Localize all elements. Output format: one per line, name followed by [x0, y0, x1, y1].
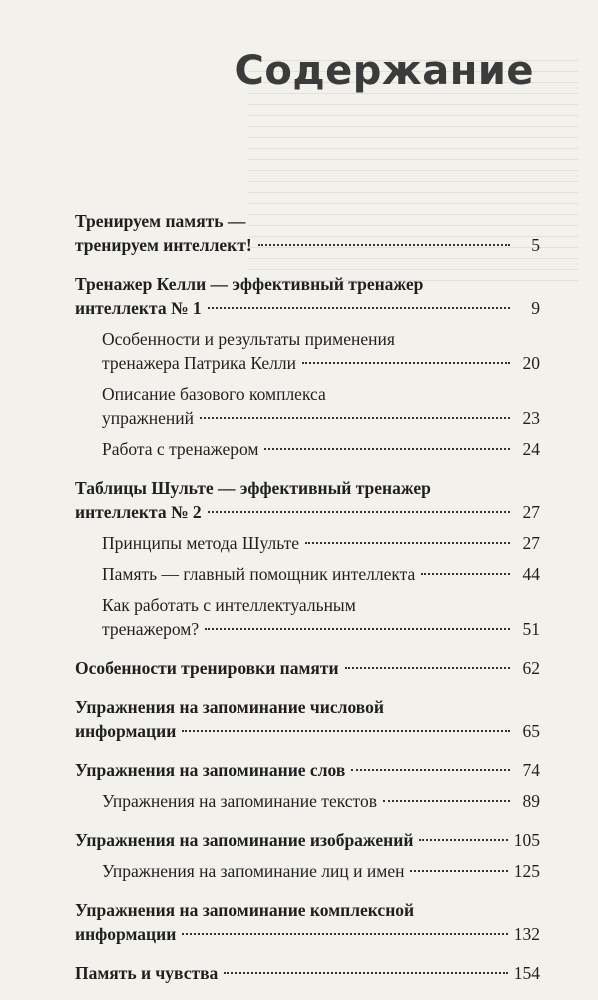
toc-page-number: 24 [522, 439, 540, 459]
toc-line [75, 719, 540, 743]
toc-section[interactable] [75, 789, 540, 813]
dot-leader [421, 573, 510, 575]
toc-entry-title: Память — главный помощник интеллекта [102, 564, 416, 584]
toc-entry-title: упражнений [102, 408, 194, 428]
toc-line [102, 531, 540, 555]
toc-page-number: 23 [522, 408, 540, 428]
toc-entry-title: Работа с тренажером [102, 439, 259, 459]
dot-leader [208, 307, 510, 309]
toc-entry-title: Особенности и результаты применения [102, 329, 395, 349]
toc-entry-title: Упражнения на запоминание числовой [75, 697, 384, 717]
toc-entry-title: Память и чувства [75, 963, 219, 983]
dot-leader [305, 542, 510, 544]
toc-page-number: 27 [522, 533, 540, 553]
toc-section[interactable] [75, 327, 540, 375]
toc-line [102, 327, 540, 351]
toc-page-number: 9 [531, 298, 540, 318]
dot-leader [410, 870, 507, 872]
page-title: Содержание [234, 48, 534, 94]
toc-chapter[interactable] [75, 898, 540, 946]
toc-line [102, 859, 540, 883]
dot-leader [383, 800, 510, 802]
toc-page-number: 105 [513, 830, 540, 850]
toc-line [75, 233, 540, 257]
dot-leader [302, 362, 510, 364]
toc-page-number: 62 [522, 658, 540, 678]
toc-line [102, 351, 540, 375]
toc-entry-title: Тренажер Келли — эффективный тренажер [75, 274, 424, 294]
toc-line [75, 296, 540, 320]
toc-line [102, 617, 540, 641]
toc-page-number: 51 [522, 619, 540, 639]
table-of-contents [75, 209, 540, 985]
dot-leader [182, 730, 510, 732]
toc-entry-title: Таблицы Шульте — эффективный тренажер [75, 478, 431, 498]
toc-chapter[interactable] [75, 961, 540, 985]
toc-line [75, 898, 540, 922]
toc-chapter[interactable] [75, 758, 540, 782]
toc-entry-title: Упражнения на запоминание изображений [75, 830, 414, 850]
toc-section[interactable] [75, 382, 540, 430]
toc-section[interactable] [75, 593, 540, 641]
toc-entry-title: Как работать с интеллектуальным [102, 595, 356, 615]
toc-entry-title: Упражнения на запоминание комплексной [75, 900, 415, 920]
toc-entry-title: Упражнения на запоминание текстов [102, 791, 377, 811]
toc-line [75, 500, 540, 524]
toc-page-number: 5 [531, 235, 540, 255]
toc-section[interactable] [75, 437, 540, 461]
dot-leader [200, 417, 510, 419]
toc-chapter[interactable] [75, 272, 540, 320]
toc-page-number: 44 [522, 564, 540, 584]
toc-chapter[interactable] [75, 476, 540, 524]
toc-line [75, 828, 540, 852]
toc-entry-title: Упражнения на запоминание слов [75, 760, 346, 780]
toc-line [75, 272, 540, 296]
toc-entry-title: тренируем интеллект! [75, 235, 252, 255]
toc-chapter[interactable] [75, 209, 540, 257]
toc-entry-title: информации [75, 924, 177, 944]
toc-entry-title: интеллекта № 2 [75, 502, 202, 522]
toc-page-number: 27 [522, 502, 540, 522]
toc-page-number: 65 [522, 721, 540, 741]
toc-entry-title: интеллекта № 1 [75, 298, 202, 318]
toc-entry-title: Упражнения на запоминание лиц и имен [102, 861, 405, 881]
dot-leader [182, 933, 507, 935]
toc-entry-title: Тренируем память — [75, 211, 246, 231]
toc-line [102, 406, 540, 430]
toc-line [75, 961, 540, 985]
toc-line [102, 593, 540, 617]
toc-line [102, 789, 540, 813]
toc-section[interactable] [75, 859, 540, 883]
toc-section[interactable] [75, 562, 540, 586]
toc-entry-title: Принципы метода Шульте [102, 533, 299, 553]
toc-page-number: 89 [522, 791, 540, 811]
toc-line [102, 437, 540, 461]
dot-leader [351, 769, 510, 771]
toc-line [75, 476, 540, 500]
toc-chapter[interactable] [75, 656, 540, 680]
dot-leader [208, 511, 510, 513]
toc-line [102, 562, 540, 586]
toc-chapter[interactable] [75, 695, 540, 743]
toc-page-number: 132 [513, 924, 540, 944]
toc-line [102, 382, 540, 406]
toc-entry-title: информации [75, 721, 177, 741]
toc-page-number: 125 [513, 861, 540, 881]
dot-leader [419, 839, 507, 841]
toc-entry-title: Описание базового комплекса [102, 384, 326, 404]
toc-page-number: 74 [522, 760, 540, 780]
toc-line [75, 922, 540, 946]
toc-page-number: 154 [513, 963, 540, 983]
toc-line [75, 695, 540, 719]
toc-entry-title: Особенности тренировки памяти [75, 658, 339, 678]
dot-leader [264, 448, 510, 450]
dot-leader [224, 972, 507, 974]
toc-line [75, 656, 540, 680]
toc-entry-title: тренажером? [102, 619, 200, 639]
toc-entry-title: тренажера Патрика Келли [102, 353, 296, 373]
dot-leader [345, 667, 510, 669]
dot-leader [258, 244, 510, 246]
toc-page-number: 20 [522, 353, 540, 373]
toc-line [75, 758, 540, 782]
toc-chapter[interactable] [75, 828, 540, 852]
dot-leader [205, 628, 510, 630]
toc-line [75, 209, 540, 233]
toc-section[interactable] [75, 531, 540, 555]
